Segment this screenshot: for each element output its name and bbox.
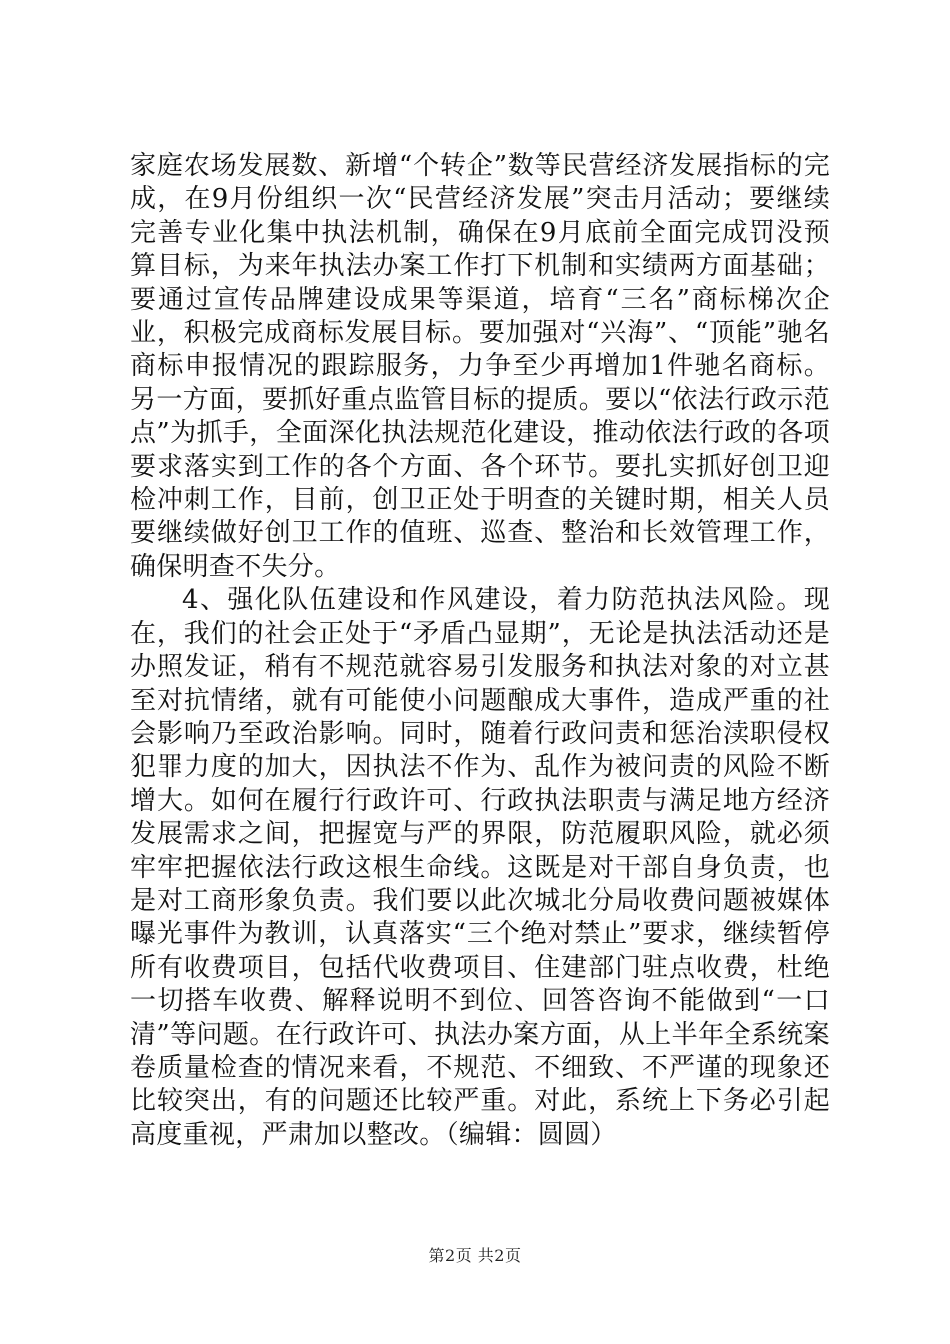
paragraph-continuation: 家庭农场发展数、新增“个转企”数等民营经济发展指标的完成，在9月份组织一次“民营经济发展”突击月活动；要继续完善专业化集中执法机制，确保在9月底前全面完成罚没预算目标，为来年执法办案工作打下机制和实绩两方面基础；要通过宣传品牌建设成果等渠道，培育“三名”商标梯次企业，积极完成商标发展目标。要加强对“兴海”、“顶能”驰名商标申报情况的跟踪服务，力争至少再增加1件驰名商标。另一方面，要抓好重点监管目标的提质。要以“依法行政示范点”为抓手，全面深化执法规范化建设，推动依法行政的各项要求落实到工作的各个方面、各个环节。要扎实抓好创卫迎检冲刺工作，目前，创卫正处于明查的关键时期，相关人员要继续做好创卫工作的值班、巡查、整治和长效管理工作，确保明查不失分。	[130, 151, 830, 582]
page-footer: 第2页 共2页	[428, 1246, 522, 1265]
document-body	[130, 150, 830, 1152]
paragraph-section-4: 4、强化队伍建设和作风建设，着力防范执法风险。现在，我们的社会正处于“矛盾凸显期”，无论是执法活动还是办照发证，稍有不规范就容易引发服务和执法对象的对立甚至对抗情绪，就有可能使小问题酿成大事件，造成严重的社会影响乃至政治影响。同时，随着行政问责和惩治渎职侵权犯罪力度的加大，因执法不作为、乱作为被问责的风险不断增大。如何在履行行政许可、行政执法职责与满足地方经济发展需求之间，把握宽与严的界限，防范履职风险，就必须牢牢把握依法行政这根生命线。这既是对干部自身负责，也是对工商形象负责。我们要以此次城北分局收费问题被媒体曝光事件为教训，认真落实“三个绝对禁止”要求，继续暂停所有收费项目，包括代收费项目、住建部门驻点收费，杜绝一切搭车收费、解释说明不到位、回答咨询不能做到“一口清”等问题。在行政许可、执法办案方面，从上半年全系统案卷质量检查的情况来看，不规范、不细致、不严谨的现象还比较突出，有的问题还比较严重。对此，系统上下务必引起高度重视，严肃加以整改。（编辑：圆圆）	[130, 585, 830, 1150]
